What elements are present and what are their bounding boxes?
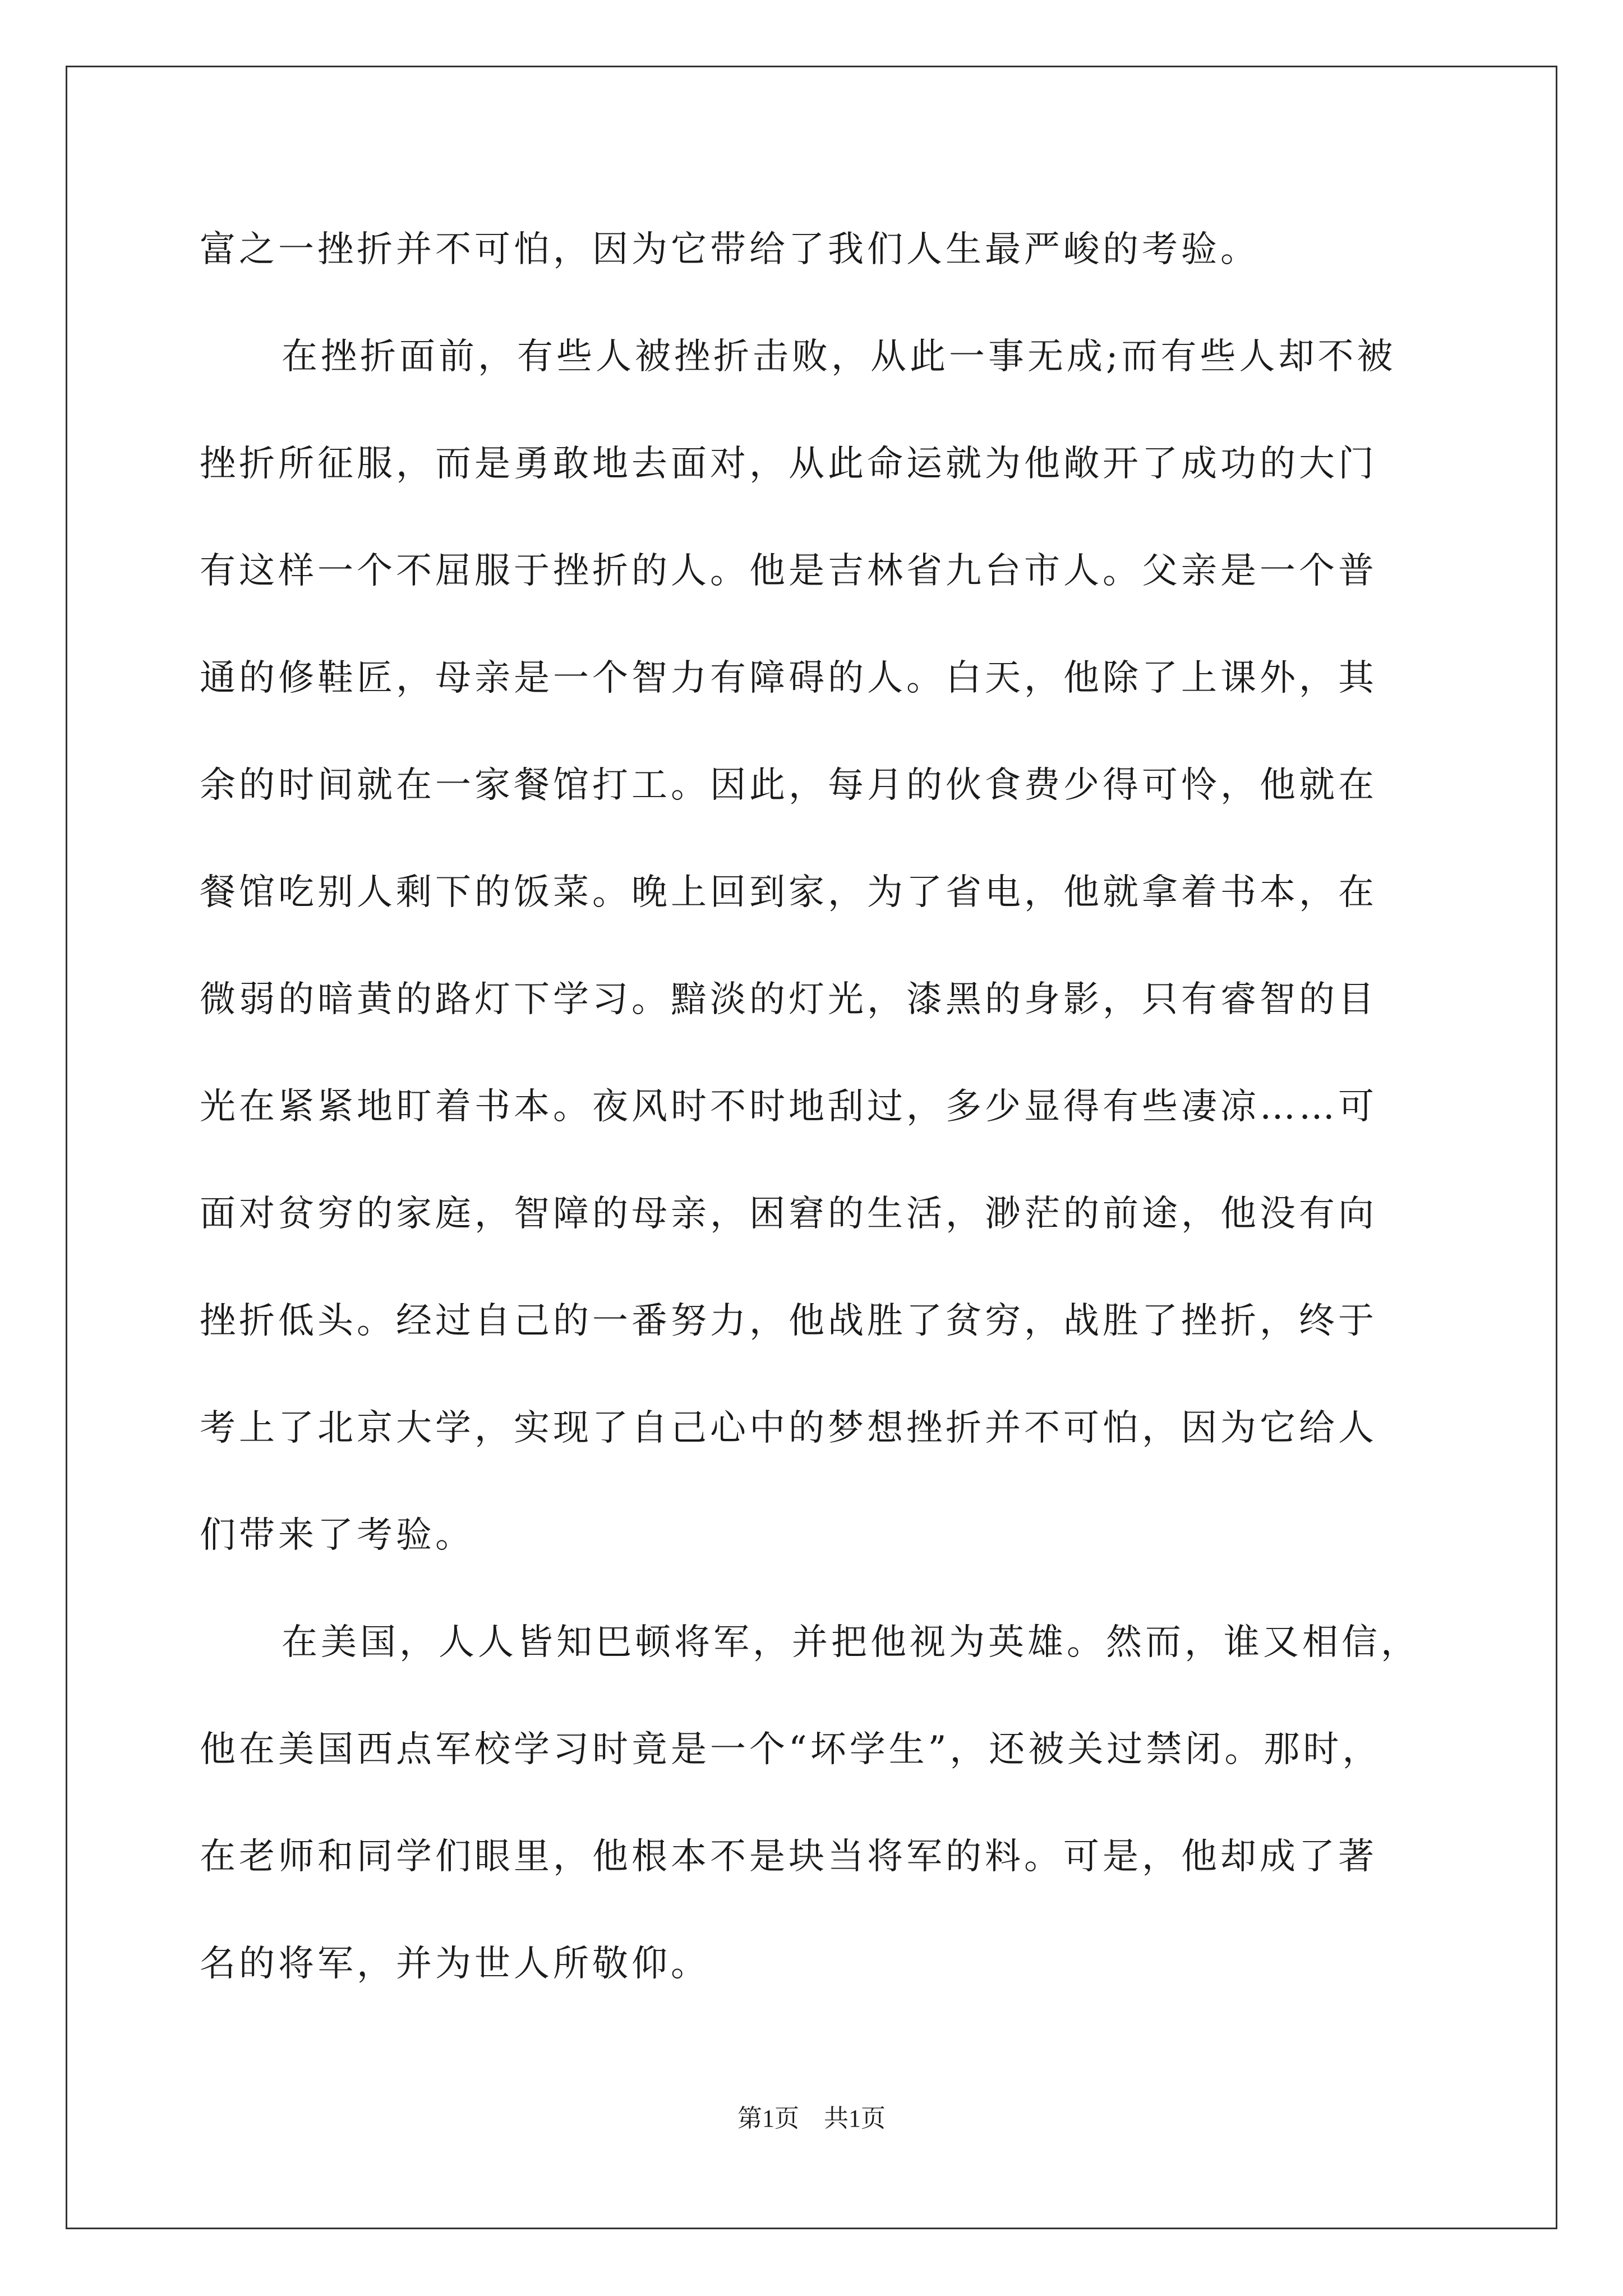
text-line: 光在紧紧地盯着书本。夜风时不时地刮过，多少显得有些凄凉……可 — [200, 1086, 1377, 1128]
text-line: 有这样一个不屈服于挫折的人。他是吉林省九台市人。父亲是一个普 — [200, 550, 1377, 592]
text-line: 余的时间就在一家餐馆打工。因此，每月的伙食费少得可怜，他就在 — [200, 765, 1377, 806]
text-line: 名的将军，并为世人所敬仰。 — [200, 1943, 710, 1985]
text-line: 通的修鞋匠，母亲是一个智力有障碍的人。白天，他除了上课外，其 — [200, 657, 1377, 699]
page-footer — [0, 2098, 1623, 2134]
text-line: 挫折低头。经过自己的一番努力，他战胜了贫穷，战胜了挫折，终于 — [200, 1300, 1377, 1342]
text-line: 微弱的暗黄的路灯下学习。黯淡的灯光，漆黑的身影，只有睿智的目 — [200, 979, 1377, 1020]
document-body — [200, 196, 1422, 2018]
text-line: 面对贫穷的家庭，智障的母亲，困窘的生活，渺茫的前途，他没有向 — [200, 1193, 1377, 1235]
page-number: 第1页 — [737, 2105, 799, 2132]
text-line: 们带来了考验。 — [200, 1515, 474, 1556]
text-line: 餐馆吃别人剩下的饭菜。晚上回到家，为了省电，他就拿着书本，在 — [200, 872, 1377, 913]
text-line: 在挫折面前，有些人被挫折击败，从此一事无成;而有些人却不被 — [282, 336, 1396, 378]
text-line: 挫折所征服，而是勇敢地去面对，从此命运就为他敞开了成功的大门 — [200, 443, 1377, 485]
text-line: 在老师和同学们眼里，他根本不是块当将军的料。可是，他却成了著 — [200, 1836, 1377, 1878]
text-line: 富之一挫折并不可怕，因为它带给了我们人生最严峻的考验。 — [200, 229, 1260, 270]
text-line: 他在美国西点军校学习时竟是一个“坏学生”，还被关过禁闭。那时， — [200, 1729, 1382, 1770]
text-line: 在美国，人人皆知巴顿将军，并把他视为英雄。然而，谁又相信， — [282, 1622, 1420, 1663]
page-total: 共1页 — [824, 2105, 886, 2132]
text-line: 考上了北京大学，实现了自己心中的梦想挫折并不可怕，因为它给人 — [200, 1407, 1377, 1449]
